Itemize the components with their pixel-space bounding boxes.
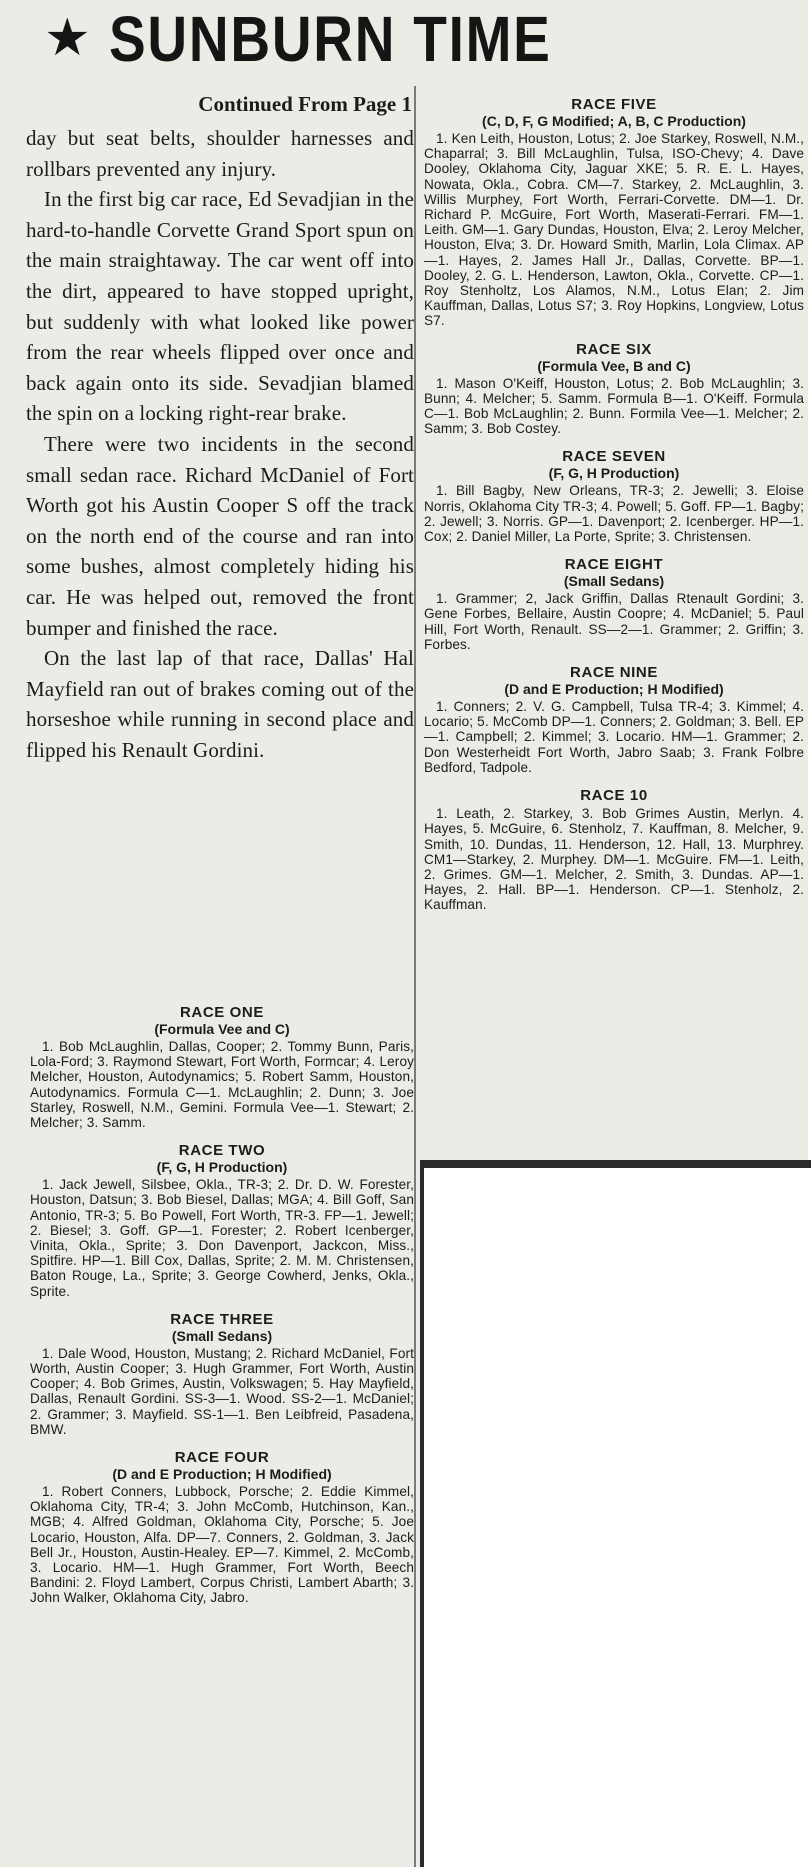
race-result-block	[424, 341, 804, 437]
story-paragraph: On the last lap of that race, Dallas' Hal Mayfield ran out of brakes coming out of the horseshoe while running in second place and flipped his Renault Gordini.	[26, 646, 414, 762]
race-class: (F, G, H Production)	[548, 465, 680, 482]
headline	[44, 4, 623, 74]
race-results-text: 1. Bob McLaughlin, Dallas, Cooper; 2. Tommy Bunn, Paris, Lola-Ford; 3. Raymond Stewart, Fort Worth, Formcar; 4. Leroy Melcher, Houston, Autodynamics; 5. Robert Samm, Houston, Autodynamics. Formula C—1. McLaughlin; 2. Dunn; 3. Joe Starley, Roswell, N.M., Gemini. Formula Vee—1. Stewart; 2. Melcher; 3. Samm.	[30, 1039, 414, 1131]
race-title: RACE FOUR	[174, 1449, 270, 1467]
race-result-block	[30, 1142, 414, 1299]
race-title: RACE 10	[580, 787, 648, 805]
race-title: RACE SIX	[576, 340, 652, 358]
race-results-text: 1. Conners; 2. V. G. Campbell, Tulsa TR-4; 3. Kimmel; 4. Locario; 5. McComb DP—1. Conners; 2. Goldman; 3. Bell. EP—1. Campbell; 2. Kimmel; 3. Locario. HM—1. Grammer; 2. Don Westerheidt Fort Worth, Jabro Saab; 3. Frank Folbre Bedford, Tadpole.	[424, 699, 804, 775]
race-title: RACE FIVE	[571, 96, 657, 113]
story-paragraph: There were two incidents in the second small sedan race. Richard McDaniel of Fort Worth got his Austin Cooper S off the track on the north end of the course and ran into some bushes, almost completely hiding his car. He was helped out, removed the front bumper and finished the race.	[26, 431, 414, 640]
race-class: (Formula Vee and C)	[154, 1021, 290, 1037]
clipping-cut-edge-vertical	[420, 1160, 424, 1867]
race-class: (D and E Production; H Modified)	[112, 1466, 332, 1483]
story-column	[26, 92, 414, 765]
race-result-block	[30, 1449, 414, 1606]
race-results-text: 1. Dale Wood, Houston, Mustang; 2. Richard McDaniel, Fort Worth, Austin Cooper; 3. Hugh Grammer, Fort Worth, Austin Cooper; 4. Bob Grimes, Austin, Volkswagen; 5. Hay Mayfield, Dallas, Renault Gordini. SS-3—1. Wood. SS-2—1. McDaniel; 2. Grammer; 3. Mayfield. SS-1—1. Ben Leibfreid, Pasadena, BMW.	[30, 1345, 414, 1437]
headline-title: SUNBURN TIME	[108, 3, 552, 75]
race-title: RACE SEVEN	[562, 448, 666, 466]
race-results-text: 1. Mason O'Keiff, Houston, Lotus; 2. Bob McLaughlin; 3. Bunn; 4. Melcher; 5. Samm. Formula B—1. O'Keiff. Formula C—1. Bob McLaughlin; 2. Bunn. Formila Vee—1. Melcher; 2. Samm; 3. Bob Costey.	[424, 375, 804, 437]
star-icon: ★	[44, 10, 91, 67]
cut-away-area	[422, 1164, 811, 1867]
race-class: (D and E Production; H Modified)	[504, 681, 724, 698]
race-results-text: 1. Ken Leith, Houston, Lotus; 2. Joe Starkey, Roswell, N.M., Chaparral; 3. Bill McLaughlin, Tulsa, ISO-Chevy; 4. Dave Dooley, Oklahoma City, Jaguar XKE; 5. R. E. L. Hayes, Nowata, Okla., Cobra. CM—7. Starkey, 2. McLaughlin, 3. Willis Murphey, Fort Worth, Ferrari-Corvette. DM—1. Dr. Richard P. McGuire, Fort Worth, Maserati-Ferrari. FM—1. Leith. GM—1. Gary Dundas, Houston, Elva; 2. Leroy Melcher, Houston, Elva; 3. Dr. Howard Smith, Marlin, Lola Climax. AP—1. Hayes, 2. James Hall Jr., Dallas, Corvette. BP—1. Dooley, 2. G. L. Henderson, Lawton, Okla., Corvette. CP—1. Roy Stenholtz, Los Alamos, N.M., Lotus Elan; 2. Jim Kauffman, Dallas, Lotus S7; 3. Roy Hopkins, Longview, Lotus S7.	[424, 131, 804, 329]
race-title: RACE EIGHT	[564, 556, 664, 574]
story-paragraph: In the first big car race, Ed Sevadjian in the hard-to-handle Corvette Grand Sport spun on the main straightaway. The car went off into the dirt, appeared to have stopped upright, but suddenly with what looked like power from the rear wheels flipped over once and back again onto its side. Sevadjian blamed the spin on a locking right-rear brake.	[26, 187, 414, 426]
column-divider	[414, 86, 416, 1867]
race-result-block	[30, 1004, 414, 1130]
race-class: (Formula Vee, B and C)	[537, 357, 691, 374]
race-title: RACE THREE	[170, 1310, 274, 1328]
race-results-text: 1. Jack Jewell, Silsbee, Okla., TR-3; 2. Dr. D. W. Forester, Houston, Datsun; 3. Bob Biesel, Dallas; MGA; 4. Bill Goff, San Antonio, TR-3; 5. Bo Powell, Fort Worth, TR-3. FP—1. Jewell; 2. Biesel; 3. Goff. GP—1. Forester; 2. Robert Icenberger, Vinita, Okla., Sprite; 3. Don Davenport, Jackcon, Miss., Spitfire. HP—1. Bill Cox, Dallas, Sprite; 2. M. M. Christensen, Baton Rouge, La., Sprite; 3. George Cowherd, Jenks, Okla., Sprite.	[30, 1177, 414, 1299]
race-result-block	[424, 448, 804, 544]
race-result-block	[424, 664, 804, 775]
race-result-block	[30, 1311, 414, 1437]
race-result-block	[424, 96, 804, 329]
race-results-text: 1. Robert Conners, Lubbock, Porsche; 2. Eddie Kimmel, Oklahoma City, TR-4; 3. John McComb, Hutchinson, Kan., MGB; 4. Alfred Goldman, Oklahoma City, Porsche; 5. Joe Locario, Houston, Alfa. DP—7. Conners, 2. Goldman, 3. Jack Bell Jr., Houston, Austin-Healey. EP—7. Kimmel, 2. McComb, 3. Locario. HM—1. Hugh Grammer, Fort Worth, Beech Bandini: 2. Floyd Lambert, Corpus Christi, Lambert Abarth; 3. John Walker, Oklahoma City, Jabro.	[30, 1484, 414, 1606]
race-result-block	[424, 556, 804, 652]
race-class: (F, G, H Production)	[156, 1159, 288, 1176]
race-title: RACE ONE	[180, 1004, 264, 1021]
race-title: RACE NINE	[570, 664, 658, 682]
race-results-right	[424, 96, 804, 925]
race-class: (Small Sedans)	[563, 573, 665, 590]
clipping-cut-edge-horizontal	[420, 1160, 811, 1168]
race-title: RACE TWO	[178, 1142, 266, 1160]
race-results-text: 1. Bill Bagby, New Orleans, TR-3; 2. Jewelli; 3. Eloise Norris, Oklahoma City TR-3; 4. Powell; 5. Goff. FP—1. Bagby; 2. Jewell; 3. Norris. GP—1. Davenport; 2. Icenberger. HP—1. Cox; 2. Daniel Miller, La Porte, Sprite; 3. Christensen.	[424, 483, 804, 545]
race-class: (Small Sedans)	[171, 1327, 273, 1344]
race-result-block	[424, 787, 804, 912]
continued-from-line: Continued From Page 1	[198, 92, 412, 116]
race-results-left	[30, 1004, 414, 1618]
race-results-text: 1. Grammer; 2, Jack Griffin, Dallas Rtenault Gordini; 3. Gene Forbes, Bellaire, Austin Coopre; 4. McDaniel; 5. Paul Hill, Fort Worth, Renault. SS—2—1. Grammer; 2. Griffin; 3. Forbes.	[424, 591, 804, 652]
race-class: (C, D, F, G Modified; A, B, C Production)	[482, 113, 746, 129]
race-results-text: 1. Leath, 2. Starkey, 3. Bob Grimes Austin, Merlyn. 4. Hayes, 5. McGuire, 6. Stenholz, 7. Kauffman, 8. Melcher, 9. Smith, 10. Dundas, 11. Henderson, 12. Hall, 13. Murphrey. CM1—Starkey, 2. Murphey. DM—1. McGuire. FM—1. Leith, 2. Grimes. GM—1. Melcher, 2. Smith, 3. Dundas. AP—1. Hayes, 2. Hall. BP—1. Henderson. CP—1. Stenholz, 2. Kauffman.	[424, 806, 804, 913]
story-paragraph: day but seat belts, shoulder harnesses and rollbars prevented any injury.	[26, 126, 414, 181]
